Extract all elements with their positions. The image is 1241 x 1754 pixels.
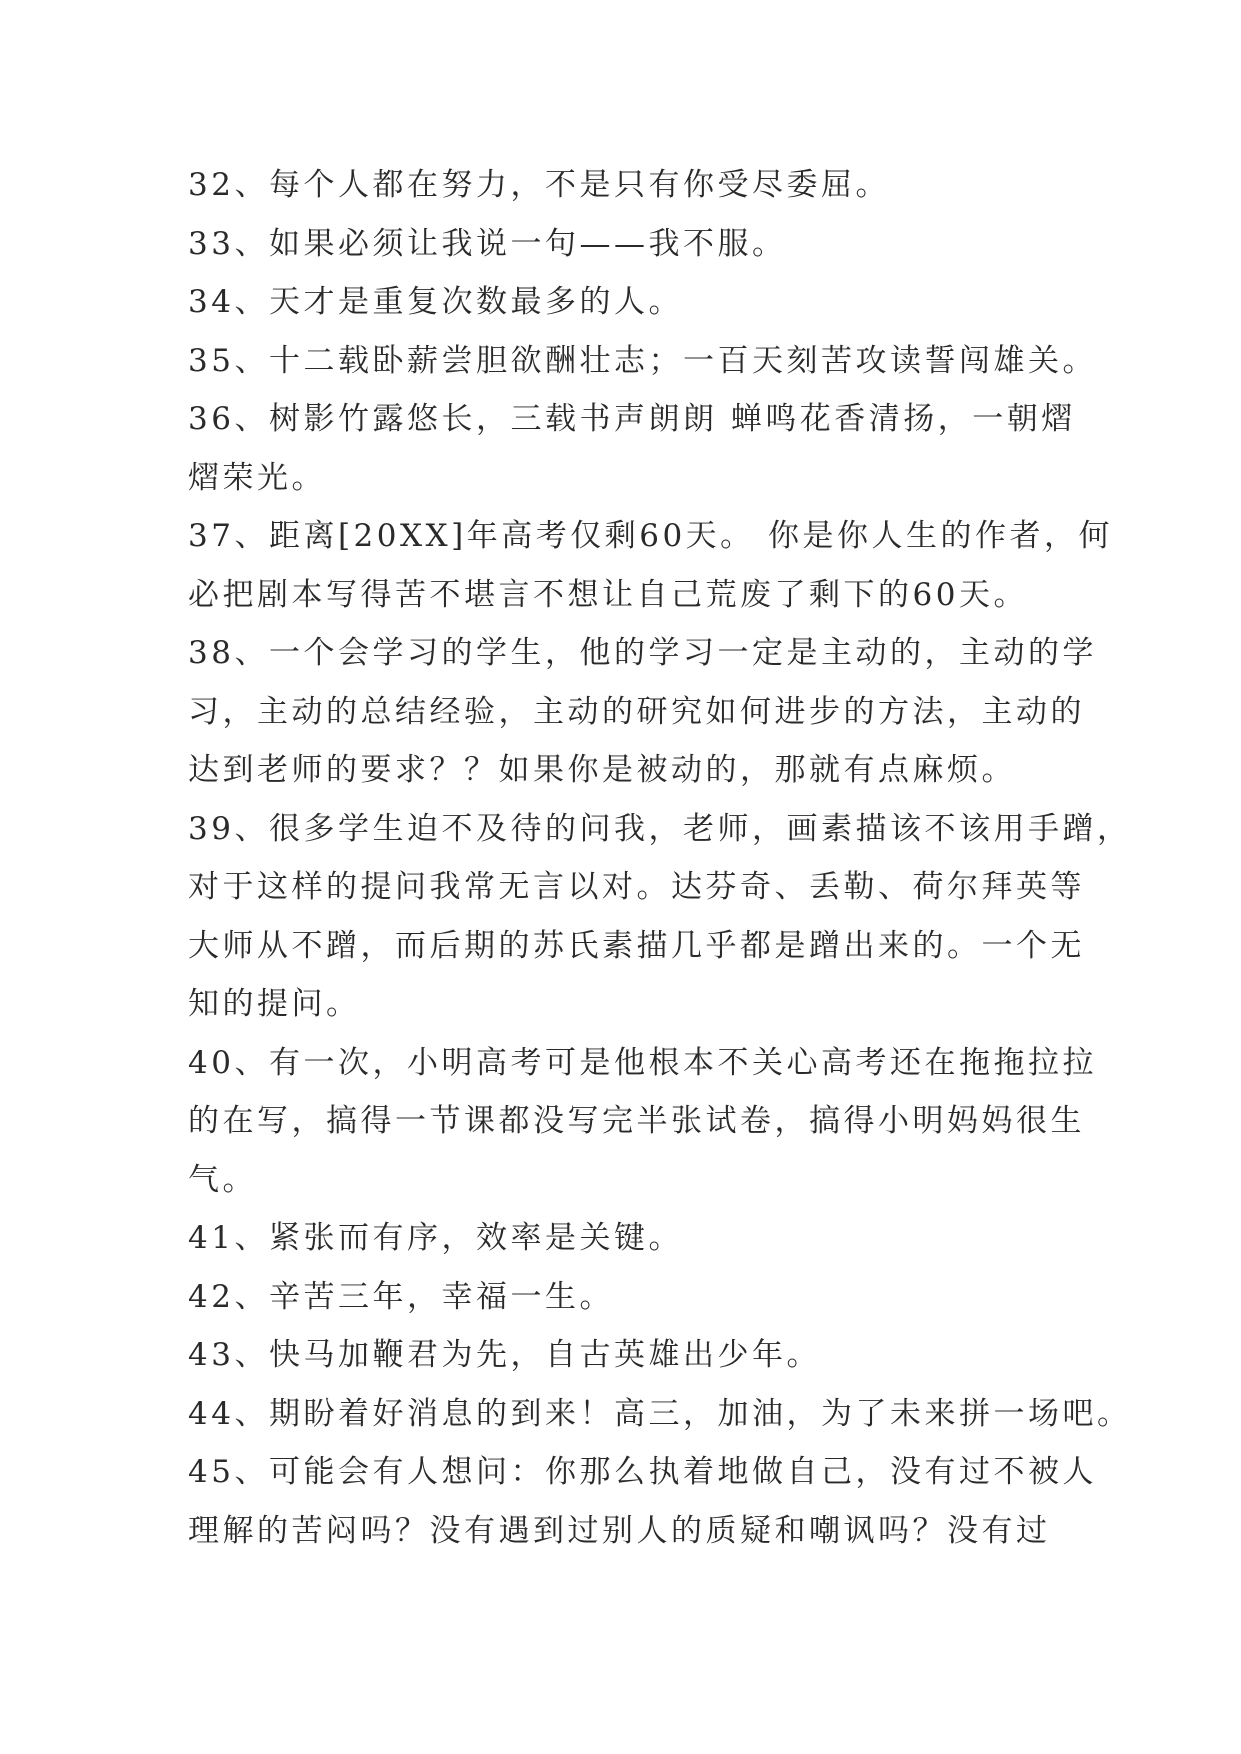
document-body	[188, 156, 1132, 1560]
text-line: 达到老师的要求？？如果你是被动的，那就有点麻烦。	[188, 752, 1016, 788]
text-line: 44、期盼着好消息的到来！高三，加油，为了未来拼一场吧。	[188, 1395, 1132, 1432]
text-line: 大师从不蹭，而后期的苏氏素描几乎都是蹭出来的。一个无	[188, 927, 1085, 964]
text-line: 43、快马加鞭君为先，自古英雄出少年。	[188, 1337, 821, 1373]
text-line: 39、很多学生迫不及待的问我，老师，画素描该不该用手蹭，	[188, 810, 1132, 847]
text-line: 理解的苦闷吗？没有遇到过别人的质疑和嘲讽吗？没有过	[188, 1512, 1051, 1549]
text-line: 33、如果必须让我说一句——我不服。	[188, 225, 787, 262]
text-line: 熠荣光。	[188, 459, 326, 496]
text-line: 41、紧张而有序，效率是关键。	[188, 1220, 683, 1256]
text-line: 35、十二载卧薪尝胆欲酬壮志；一百天刻苦攻读誓闯雄关。	[188, 342, 1097, 379]
text-line: 37、距离[20XX]年高考仅剩60天。 你是你人生的作者，何	[188, 518, 1114, 554]
text-line: 必把剧本写得苦不堪言不想让自己荒废了剩下的60天。	[188, 576, 1028, 613]
text-line: 45、可能会有人想问：你那么执着地做自己，没有过不被人	[188, 1454, 1097, 1490]
text-line: 40、有一次，小明高考可是他根本不关心高考还在拖拖拉拉	[188, 1044, 1097, 1081]
text-line: 的在写，搞得一节课都没写完半张试卷，搞得小明妈妈很生	[188, 1103, 1085, 1139]
text-line: 气。	[188, 1161, 257, 1198]
text-line: 对于这样的提问我常无言以对。达芬奇、丢勒、荷尔拜英等	[188, 869, 1085, 905]
text-line: 34、天才是重复次数最多的人。	[188, 284, 683, 320]
text-line: 32、每个人都在努力，不是只有你受尽委屈。	[188, 167, 890, 203]
text-line: 知的提问。	[188, 986, 361, 1022]
text-line: 38、一个会学习的学生，他的学习一定是主动的，主动的学	[188, 635, 1097, 671]
text-line: 习，主动的总结经验，主动的研究如何进步的方法，主动的	[188, 693, 1085, 730]
text-line: 36、树影竹露悠长，三载书声朗朗 蝉鸣花香清扬，一朝熠	[188, 401, 1076, 437]
text-line: 42、辛苦三年，幸福一生。	[188, 1278, 614, 1315]
